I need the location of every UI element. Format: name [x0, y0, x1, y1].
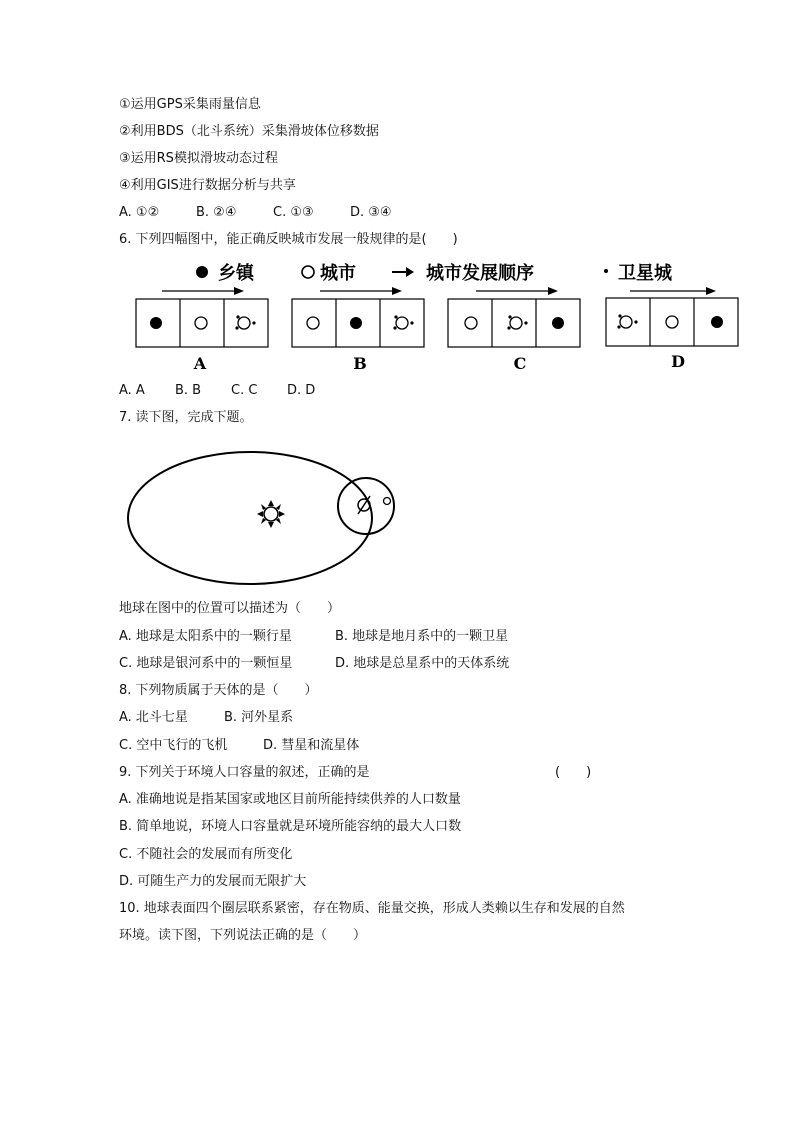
q7-options-row-2 [119, 655, 509, 673]
q7-option-b: B. 地球是地月系中的一颗卫星 [335, 629, 509, 644]
panel-d [606, 287, 738, 371]
q5-option-c: C. ①③ [273, 205, 314, 220]
q7-option-c: C. 地球是银河系中的一颗恒星 [119, 656, 293, 671]
legend-satellite-label: 卫星城 [618, 263, 672, 284]
q7-sub-stem: 地球在图中的位置可以描述为（ ） [119, 601, 341, 616]
q10-stem-line-2: 环境。读下图，下列说法正确的是（ ） [119, 928, 367, 943]
q8-options-row-1 [119, 709, 293, 727]
q9-option-d: D. 可随生产力的发展而无限扩大 [119, 874, 307, 889]
satellite-icon [524, 321, 527, 324]
satellite-icon [634, 320, 637, 323]
satellite-icon [236, 315, 239, 318]
city-icon [238, 317, 250, 329]
panel-a-label: A [193, 354, 207, 373]
satellite-icon [410, 321, 413, 324]
city-icon [396, 317, 408, 329]
moon-orbit [338, 478, 394, 534]
q5-item-3: ③运用RS模拟滑坡动态过程 [119, 151, 278, 166]
satellite-icon [618, 314, 621, 317]
satellite-icon [235, 326, 238, 329]
q5-options [119, 204, 392, 222]
q9-stem: 9. 下列关于环境人口容量的叙述，正确的是 [119, 765, 370, 780]
legend-city [302, 262, 356, 284]
q6-stem: 6. 下列四幅图中，能正确反映城市发展一般规律的是( ) [119, 232, 458, 247]
legend-city-label: 城市 [320, 263, 356, 284]
q6-option-d: D. D [287, 383, 316, 398]
q7-option-d: D. 地球是总星系中的天体系统 [335, 656, 510, 671]
city-icon [620, 316, 632, 328]
panel-d-label: D [671, 352, 685, 371]
q8-stem: 8. 下列物质属于天体的是（ ） [119, 683, 318, 698]
q6-options [119, 382, 315, 400]
city-icon [195, 317, 207, 329]
panel-b [292, 287, 424, 373]
city-icon [465, 317, 477, 329]
city-symbol-icon [302, 266, 314, 278]
moon-icon [384, 498, 391, 505]
q5-item-2: ②利用BDS（北斗系统）采集滑坡体位移数据 [119, 124, 379, 139]
q7-options-row-1 [119, 628, 508, 646]
legend-town-label: 乡镇 [218, 263, 254, 284]
q7-stem: 7. 读下图，完成下题。 [119, 410, 253, 425]
satellite-icon [252, 321, 255, 324]
legend-satellite [604, 263, 673, 284]
satellite-icon [508, 315, 511, 318]
q5-option-b: B. ②④ [196, 205, 237, 220]
satellite-icon [507, 326, 510, 329]
q5-option-a: A. ①② [119, 205, 160, 220]
legend-order-label: 城市发展顺序 [426, 263, 534, 284]
q6-option-a: A. A [119, 383, 145, 398]
earth-moon-orbit-figure [122, 448, 402, 598]
satellite-symbol-icon [604, 269, 608, 273]
q6-option-c: C. C [231, 383, 258, 398]
panel-c [448, 287, 580, 373]
q9-option-c: C. 不随社会的发展而有所变化 [119, 847, 293, 862]
panel-b-label: B [353, 354, 367, 373]
town-symbol-icon [196, 266, 208, 278]
city-development-figure [130, 257, 745, 377]
town-icon [552, 317, 564, 329]
q9-option-a: A. 准确地说是指某国家或地区目前所能持续供养的人口数量 [119, 792, 461, 807]
q9-option-b: B. 简单地说，环境人口容量就是环境所能容纳的最大人口数 [119, 819, 462, 834]
satellite-icon [617, 325, 620, 328]
city-icon [307, 317, 319, 329]
q9-answer-paren: ( ) [555, 765, 592, 780]
q8-option-b: B. 河外星系 [224, 710, 294, 725]
town-icon [150, 317, 162, 329]
legend-order [392, 262, 534, 284]
q5-item-1: ①运用GPS采集雨量信息 [119, 97, 261, 112]
panel-c-label: C [513, 354, 527, 373]
town-icon [350, 317, 362, 329]
sun-icon [257, 500, 285, 528]
q5-option-d: D. ③④ [350, 205, 392, 220]
q6-option-b: B. B [175, 383, 202, 398]
q7-option-a: A. 地球是太阳系中的一颗行星 [119, 629, 292, 644]
satellite-icon [394, 315, 397, 318]
satellite-icon [393, 326, 396, 329]
q8-option-c: C. 空中飞行的飞机 [119, 738, 228, 753]
panel-a [136, 287, 268, 373]
earth-orbit [128, 452, 372, 584]
q10-stem-line-1: 10. 地球表面四个圈层联系紧密，存在物质、能量交换，形成人类赖以生存和发展的自然 [119, 901, 625, 916]
q8-option-a: A. 北斗七星 [119, 710, 188, 725]
town-icon [711, 316, 723, 328]
legend-town [196, 262, 255, 284]
city-icon [510, 317, 522, 329]
city-icon [666, 316, 678, 328]
q8-options-row-2 [119, 737, 359, 755]
q5-item-4: ④利用GIS进行数据分析与共享 [119, 178, 296, 193]
earth-icon [358, 496, 370, 514]
q8-option-d: D. 彗星和流星体 [263, 738, 360, 753]
